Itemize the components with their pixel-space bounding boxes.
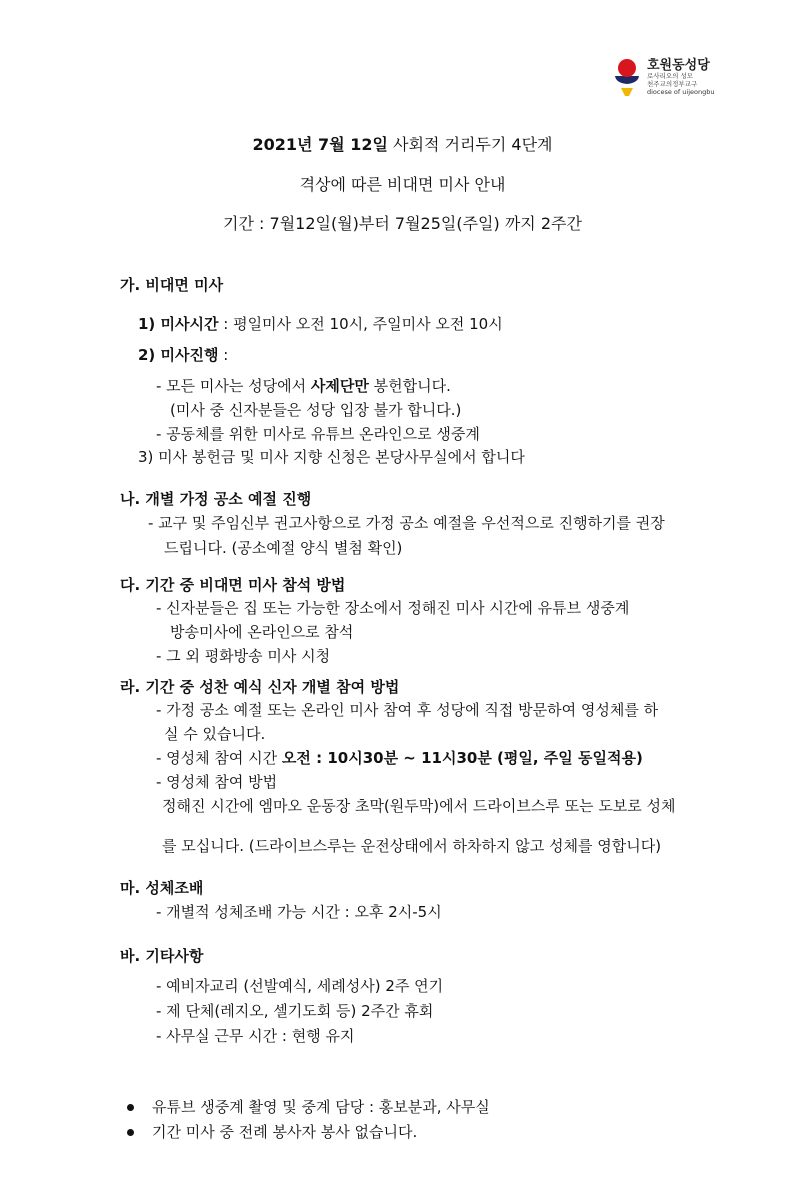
section-ra-line-6: 를 모십니다. (드라이브스루는 운전상태에서 하차하지 않고 성체를 영합니다) bbox=[162, 837, 662, 855]
section-ra-line-1: - 가정 공소 예절 또는 온라인 미사 참여 후 성당에 직접 방문하여 영성체를 하 bbox=[156, 701, 659, 719]
section-da-heading: 다. 기간 중 비대면 미사 참석 방법 bbox=[120, 576, 346, 594]
mass-progress-bullet-1-cont: (미사 중 신자분들은 성당 입장 불가 합니다.) bbox=[170, 401, 462, 419]
period-line: 기간 : 7월12일(월)부터 7월25일(주일) 까지 2주간 bbox=[223, 214, 582, 233]
bullet-dot-icon bbox=[127, 1104, 134, 1111]
parish-emblem-icon bbox=[612, 52, 642, 104]
communion-time-value: 오전 : 10시30분 ~ 11시30분 (평일, 주일 동일적용) bbox=[281, 749, 643, 767]
mass-progress-bullet-1 bbox=[156, 376, 451, 396]
note-2: 기간 미사 중 전례 봉사자 봉사 없습니다. bbox=[152, 1123, 418, 1141]
bullet-dot-icon bbox=[127, 1129, 134, 1136]
section-ba-heading: 바. 기타사항 bbox=[120, 947, 204, 965]
bullet-emphasis: 사제단만 bbox=[310, 377, 369, 395]
communion-time-line bbox=[156, 748, 643, 768]
section-ma-line-1: - 개별적 성체조배 가능 시간 : 오후 2시-5시 bbox=[156, 903, 442, 921]
mass-time-label: 1) 미사시간 bbox=[138, 315, 219, 333]
diocese-name-english: diocese of uijeongbu bbox=[647, 88, 715, 96]
section-ba-line-2: - 제 단체(레지오, 셀기도회 등) 2주간 휴회 bbox=[156, 1002, 434, 1020]
title-date: 2021년 7월 12일 bbox=[252, 135, 388, 154]
section-ra-line-4: - 영성체 참여 방법 bbox=[156, 773, 278, 791]
offering-item: 3) 미사 봉헌금 및 미사 지향 신청은 본당사무실에서 합니다 bbox=[138, 448, 525, 466]
page-subtitle: 격상에 따른 비대면 미사 안내 bbox=[299, 175, 506, 194]
mass-time-item bbox=[138, 314, 503, 334]
mass-time-text: : 평일미사 오전 10시, 주일미사 오전 10시 bbox=[218, 315, 503, 333]
parish-logo bbox=[612, 52, 762, 112]
section-na-line-2: 드립니다. (공소예절 양식 별첨 확인) bbox=[164, 539, 403, 557]
mass-progress-text: : bbox=[218, 346, 229, 364]
parish-subtitle: 로사리오의 성모 bbox=[647, 72, 694, 80]
section-na-line-1: - 교구 및 주임신부 권고사항으로 가정 공소 예절을 우선적으로 진행하기를 권장 bbox=[148, 514, 665, 532]
bullet-text-end: 봉헌합니다. bbox=[368, 377, 451, 395]
title-rest: 사회적 거리두기 4단계 bbox=[387, 135, 553, 154]
section-ra-line-5: 정해진 시간에 엠마오 운동장 초막(원두막)에서 드라이브스루 또는 도보로 성체 bbox=[162, 797, 676, 815]
section-da-line-3: - 그 외 평화방송 미사 시청 bbox=[156, 647, 331, 665]
communion-time-label: - 영성체 참여 시간 bbox=[156, 749, 282, 767]
section-da-line-2: 방송미사에 온라인으로 참석 bbox=[170, 623, 354, 641]
section-ra-heading: 라. 기간 중 성찬 예식 신자 개별 참여 방법 bbox=[120, 678, 400, 696]
mass-progress-bullet-2: - 공동체를 위한 미사로 유튜브 온라인으로 생중계 bbox=[156, 425, 480, 443]
section-ma-heading: 마. 성체조배 bbox=[120, 879, 204, 897]
section-ga-heading: 가. 비대면 미사 bbox=[120, 276, 224, 294]
mass-progress-item bbox=[138, 345, 228, 365]
section-ba-line-3: - 사무실 근무 시간 : 현행 유지 bbox=[156, 1027, 355, 1045]
bullet-text: - 모든 미사는 성당에서 bbox=[156, 377, 311, 395]
section-da-line-1: - 신자분들은 집 또는 가능한 장소에서 정해진 미사 시간에 유튜브 생중계 bbox=[156, 599, 630, 617]
section-ba-line-1: - 예비자교리 (선발예식, 세례성사) 2주 연기 bbox=[156, 977, 444, 995]
parish-name: 호원동성당 bbox=[647, 58, 710, 73]
note-1: 유튜브 생중계 촬영 및 중계 담당 : 홍보분과, 사무실 bbox=[152, 1098, 490, 1116]
page-title bbox=[0, 134, 805, 156]
section-na-heading: 나. 개별 가정 공소 예절 진행 bbox=[120, 490, 312, 508]
section-ra-line-2: 실 수 있습니다. bbox=[164, 725, 266, 743]
diocese-name: 천주교의정부교구 bbox=[647, 80, 698, 88]
mass-progress-label: 2) 미사진행 bbox=[138, 346, 219, 364]
